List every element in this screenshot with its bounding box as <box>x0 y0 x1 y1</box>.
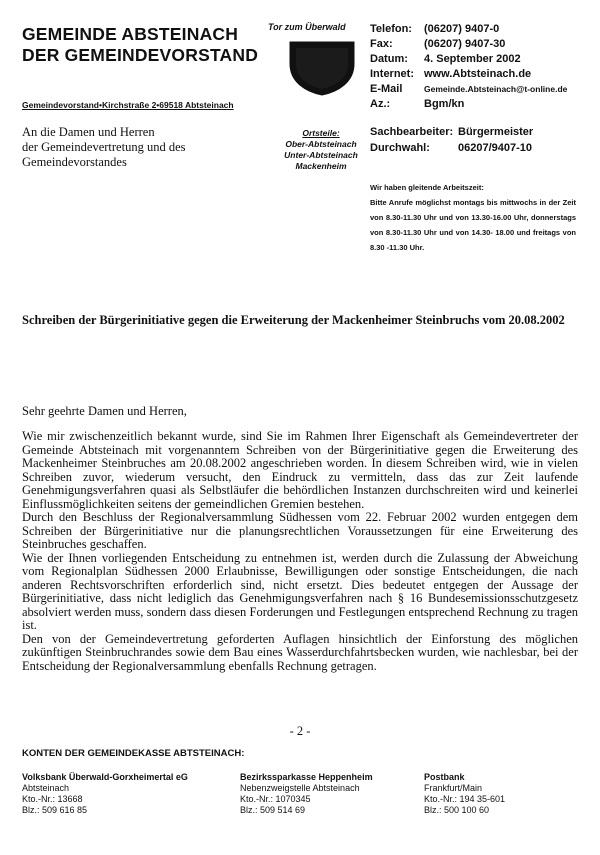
coat-of-arms-icon <box>286 40 358 96</box>
salutation: Sehr geehrte Damen und Herren, <box>22 404 187 418</box>
contact-row-phone <box>370 22 567 37</box>
org-name: GEMEINDE ABSTEINACH <box>22 24 239 44</box>
recipient-line: Gemeindevorstandes <box>22 155 127 169</box>
bank-account-number: Kto.-Nr.: 13668 <box>22 794 83 804</box>
bank-code: Blz.: 500 100 60 <box>424 805 490 815</box>
subject-line: Schreiben der Bürgerinitiative gegen die Erweiterung der Mackenheimer Steinbruchs vom 20.08.2002 <box>22 313 565 327</box>
bank-accounts-title: KONTEN DER GEMEINDEKASSE ABTSTEINACH: <box>22 748 245 759</box>
crest-logo <box>286 40 358 101</box>
bank-branch: Nebenzweigstelle Abtsteinach <box>240 783 360 793</box>
sender-address-line: Gemeindevorstand•Kirchstraße 2•69518 Abtsteinach <box>22 100 234 110</box>
clerk-value: Bürgermeister <box>458 126 534 138</box>
contact-label: Fax: <box>370 38 393 50</box>
contact-label: Datum: <box>370 53 408 65</box>
org-department: DER GEMEINDEVORSTAND <box>22 45 259 65</box>
office-hours-heading: Wir haben gleitende Arbeitszeit: <box>370 183 484 192</box>
crest-caption: Tor zum Überwald <box>268 22 346 32</box>
district-item: Unter-Abtsteinach <box>284 150 358 160</box>
contact-block <box>370 22 567 112</box>
bank-account <box>424 772 505 816</box>
bank-name: Postbank <box>424 772 465 782</box>
letter-body <box>22 430 578 673</box>
body-paragraph: Den von der Gemeindevertretung geforderten Auflagen hinsichtlich der Einforstung des möglichen zukünftigen Steinbruchrandes sowie dem Bau eines Wasserdurchfahrtsbecken wurden, wie nachlesbar, bei der Entscheidung der Regionalversammlung ebenfalls Rechnung getragen. <box>22 631 578 673</box>
website-value: www.Abtsteinach.de <box>424 68 532 80</box>
districts-heading: Ortsteile: <box>302 128 340 138</box>
bank-code: Blz.: 509 514 69 <box>240 805 306 815</box>
contact-row-email <box>370 82 567 97</box>
office-hours-text: Bitte Anrufe möglichst montags bis mittwochs in der Zeit von 8.30-11.30 Uhr und von 13.30-16.00 Uhr, donnerstags von 8.30-11.30 Uhr und von 14.30- 18.00 und freitags von 8.30 -11.30 Uhr. <box>370 198 576 252</box>
bank-account <box>22 772 188 816</box>
date-value: 4. September 2002 <box>424 53 521 65</box>
contact-label: E-Mail <box>370 83 403 95</box>
bank-name: Bezirkssparkasse Heppenheim <box>240 772 373 782</box>
page-number: - 2 - <box>289 724 311 738</box>
district-item: Ober-Abtsteinach <box>285 139 357 149</box>
body-paragraph: Wie der Ihnen vorliegenden Entscheidung zu entnehmen ist, werden durch die Zulassung der Abweichung vom Regionalplan Südhessen 2000 Erlaubnisse, Bewilligungen oder sonstige Entscheidungen, die nach anderen Rechtsvorschriften erforderlich sind, nicht ersetzt. Dies bedeutet entgegen der Aussage der Bürgerinitiative, dass nicht lediglich das Genehmigungsverfahren nach § 16 Bundesemissionsschutzgesetz absolviert werden muss, sondern dass diesen Forderungen und Festlegungen entsprechend Rechnung zu tragen ist. <box>22 550 578 632</box>
contact-row-internet <box>370 67 567 82</box>
bank-branch: Frankfurt/Main <box>424 783 483 793</box>
clerk-row <box>370 124 533 140</box>
direct-dial-value: 06207/9407-10 <box>458 142 533 154</box>
clerk-block <box>370 124 533 156</box>
clerk-label: Durchwahl: <box>370 142 430 154</box>
contact-row-date <box>370 52 567 67</box>
fax-value: (06207) 9407-30 <box>424 38 506 50</box>
contact-label: Telefon: <box>370 23 412 35</box>
letterhead-title <box>22 24 258 66</box>
bank-account <box>240 772 373 816</box>
recipient-block <box>22 125 185 170</box>
body-paragraph: Durch den Beschluss der Regionalversammlung Südhessen vom 22. Februar 2002 wurden entgegen dem Schreiben der Bürgerinitiative nur die planungsrechtlichen Voraussetzungen für eine Erweiterung des Steinbruches geschaffen. <box>22 510 578 551</box>
reference-value: Bgm/kn <box>424 98 465 110</box>
contact-row-fax <box>370 37 567 52</box>
bank-account-number: Kto.-Nr.: 1070345 <box>240 794 311 804</box>
contact-row-reference <box>370 97 567 112</box>
bank-account-number: Kto.-Nr.: 194 35-601 <box>424 794 506 804</box>
office-hours <box>370 180 576 255</box>
bank-name: Volksbank Überwald-Gorxheimertal eG <box>22 772 188 782</box>
recipient-line: An die Damen und Herren <box>22 125 155 139</box>
contact-label: Internet: <box>370 68 414 80</box>
recipient-line: der Gemeindevertretung und des <box>22 140 186 154</box>
districts-block <box>268 128 374 172</box>
bank-code: Blz.: 509 616 85 <box>22 805 88 815</box>
phone-value: (06207) 9407-0 <box>424 23 500 35</box>
email-value: Gemeinde.Abtsteinach@t-online.de <box>424 84 568 94</box>
body-paragraph: Wie mir zwischenzeitlich bekannt wurde, sind Sie im Rahmen Ihrer Eigenschaft als Gemeindevertreter der Gemeinde Abtsteinach mit vorgenanntem Schreiben von der Bürgerinitiative gegen die Erweiterung des Mackenheimer Steinbruches am 20.08.2002 angeschrieben worden. In diesem Schreiben wird, wie in vielen Schreiben zuvor, wiederum versucht, den Eindruck zu vermitteln, dass das zur Zeit laufende Genehmigungsverfahren quasi als Selbstläufer die behördlichen Instanzen durchschreiten wird und keinerlei Einflussmöglichkeiten seitens der gemeindlichen Gremien bestehen. <box>22 429 578 511</box>
clerk-row <box>370 140 533 156</box>
district-item: Mackenheim <box>295 161 347 171</box>
contact-label: Az.: <box>370 98 391 110</box>
clerk-label: Sachbearbeiter: <box>370 126 454 138</box>
bank-branch: Abtsteinach <box>22 783 70 793</box>
